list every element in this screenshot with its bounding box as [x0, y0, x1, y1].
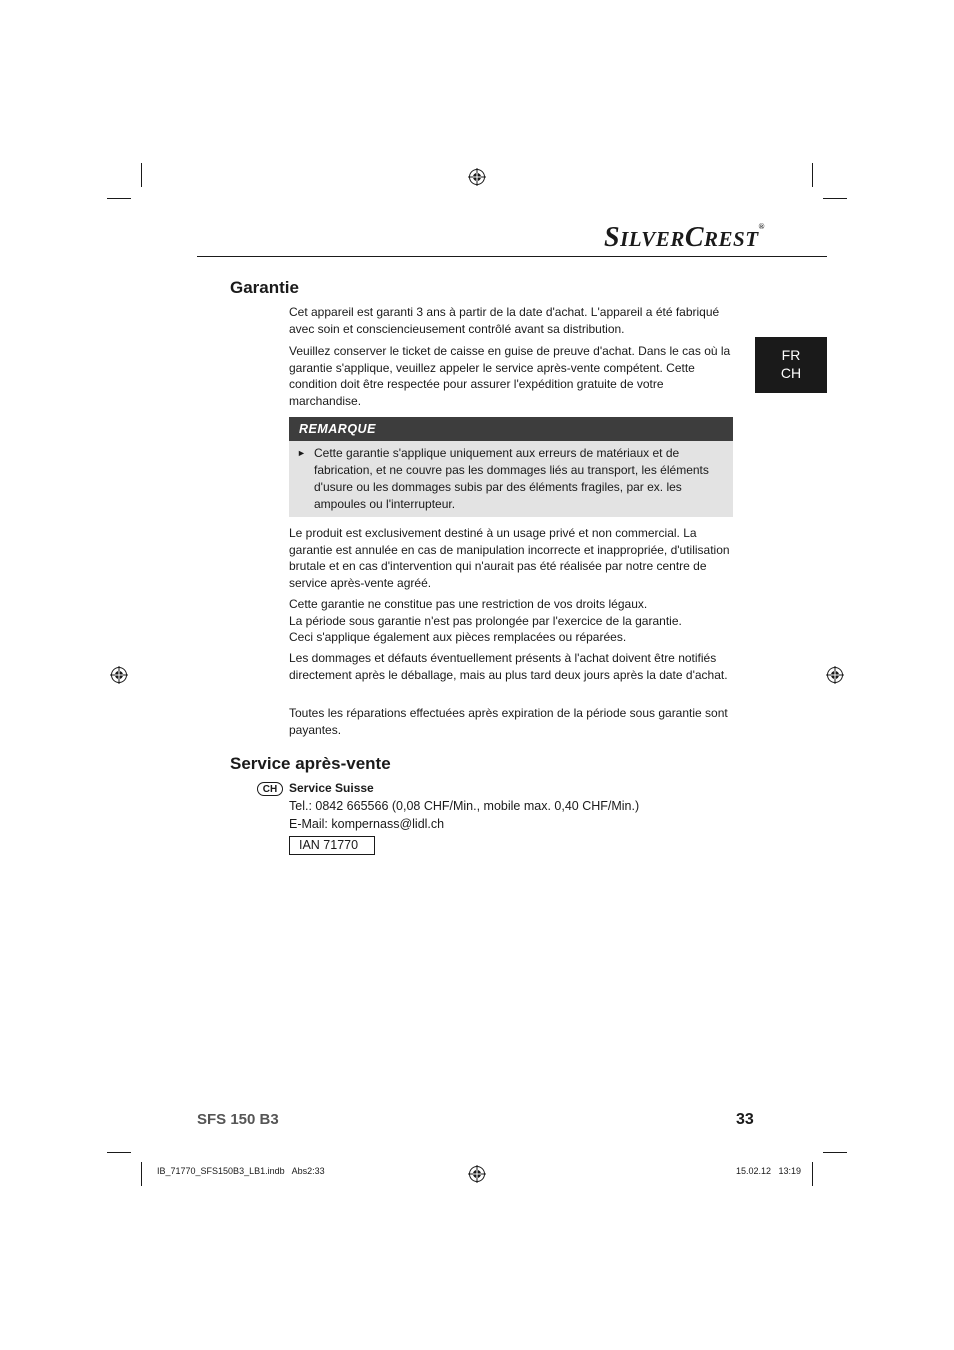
- language-tab-fr: FR: [781, 347, 801, 363]
- garantie-paragraph-4-line-1: Cette garantie ne constitue pas une restriction de vos droits légaux.: [289, 597, 648, 611]
- footer-model: SFS 150 B3: [197, 1111, 279, 1128]
- service-email: E-Mail: kompernass@lidl.ch: [289, 817, 445, 831]
- service-name: Service Suisse: [289, 781, 374, 795]
- logo-rest-1: ILVER: [620, 227, 685, 251]
- crop-mark: [107, 1152, 131, 1153]
- crop-mark: [107, 198, 131, 199]
- bullet-arrow-icon: ►: [297, 448, 306, 458]
- crop-mark: [812, 1162, 813, 1186]
- crop-mark: [812, 163, 813, 187]
- logo-rest-2: REST: [704, 227, 759, 251]
- crop-mark: [141, 1162, 142, 1186]
- note-text: Cette garantie s'applique uniquement aux erreurs de matériaux et de fabrication, et ne couvre pas les dommages liés au transport, les éléments d'usure ou les dommages subis par des éléments fragiles, par ex. les ampoules ou l'interrupteur.: [314, 446, 709, 511]
- logo-registered-mark: ®: [758, 222, 766, 231]
- slug-file-info: IB_71770_SFS150B3_LB1.indb Abs2:33: [157, 1166, 325, 1176]
- language-tab-ch: CH: [780, 365, 802, 381]
- garantie-paragraph-4-line-2: La période sous garantie n'est pas prolongée par l'exercice de la garantie.: [289, 613, 682, 628]
- garantie-paragraph-5: Les dommages et défauts éventuellement présents à l'achat doivent être notifiés directement après le déballage, mais au plus tard deux jours après la date d'achat.: [289, 651, 728, 682]
- country-badge: CH: [257, 782, 283, 796]
- garantie-paragraph-2: Veuillez conserver le ticket de caisse en guise de preuve d'achat. Dans le cas où la garantie s'applique, veuillez appeler le service après-vente compétent. Cette condition doit être respectée pour assurer l'expédition gratuite de votre marchandise.: [289, 344, 731, 408]
- service-phone: Tel.: 0842 665566 (0,08 CHF/Min., mobile max. 0,40 CHF/Min.): [289, 799, 640, 813]
- ian-box: IAN 71770: [289, 836, 375, 855]
- logo-initial-2: C: [684, 222, 705, 253]
- registration-mark-icon: [826, 666, 844, 684]
- registration-mark-icon: [110, 666, 128, 684]
- section-title-garantie: Garantie: [230, 278, 299, 297]
- crop-mark: [823, 1152, 847, 1153]
- registration-mark-icon: [468, 168, 486, 186]
- section-title-service: Service après-vente: [230, 754, 391, 773]
- page-number: 33: [736, 1111, 754, 1128]
- note-header: REMARQUE: [289, 417, 733, 441]
- crop-mark: [141, 163, 142, 187]
- language-tab: [755, 337, 827, 393]
- logo-initial-1: S: [604, 222, 621, 253]
- slug-date-info: 15.02.12 13:19: [736, 1166, 802, 1176]
- header-rule: [197, 256, 827, 257]
- garantie-paragraph-6: Toutes les réparations effectuées après expiration de la période sous garantie sont payantes.: [289, 706, 728, 737]
- registration-mark-icon: [468, 1165, 486, 1183]
- garantie-paragraph-4: [289, 596, 733, 646]
- note-box: [289, 441, 733, 517]
- garantie-paragraph-4-line-3: Ceci s'applique également aux pièces remplacées ou réparées.: [289, 630, 627, 644]
- garantie-paragraph-1: Cet appareil est garanti 3 ans à partir de la date d'achat. L'appareil a été fabriqué avec soin et consciencieusement contrôlé avant sa distribution.: [289, 305, 720, 336]
- garantie-paragraph-3: Le produit est exclusivement destiné à un usage privé et non commercial. La garantie est annulée en cas de manipulation incorrecte et inappropriée, d'utilisation brutale et en cas d'intervention qui n'aurait pas été réalisée par notre centre de service après-vente agréé.: [289, 526, 730, 590]
- crop-mark: [823, 198, 847, 199]
- brand-logo: [604, 222, 765, 254]
